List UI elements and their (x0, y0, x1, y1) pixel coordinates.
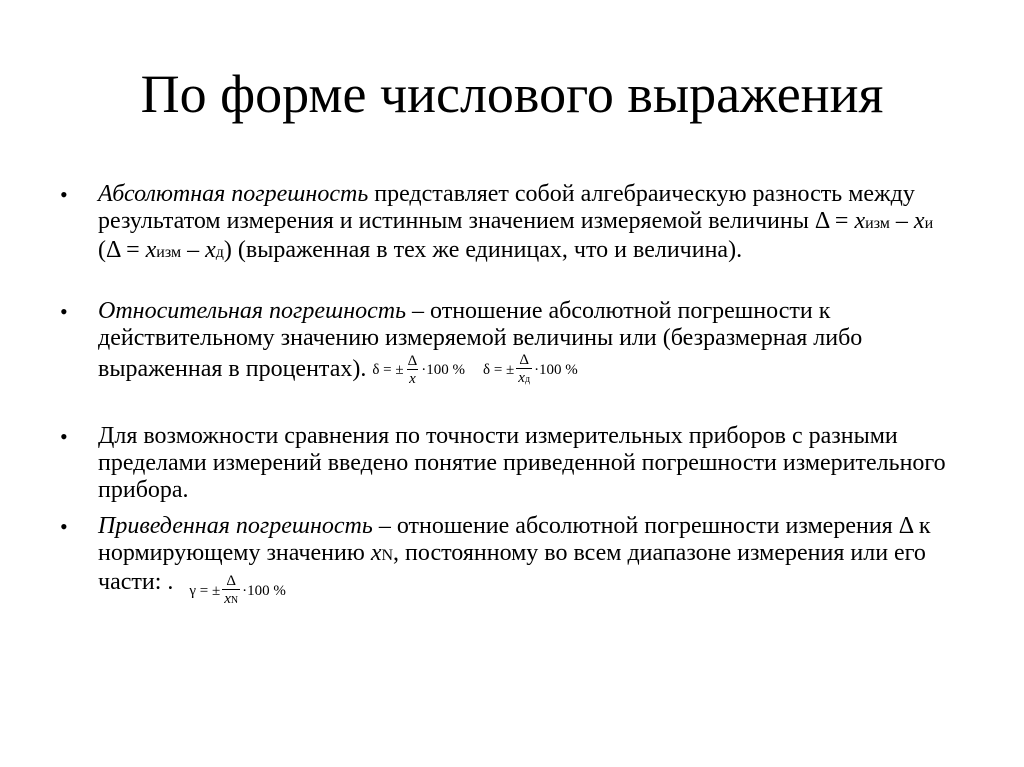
var-x: x (854, 208, 866, 234)
bullet-reduced-intro (60, 423, 960, 504)
formula-relative-actual (372, 353, 465, 388)
bullet-reduced-error (60, 513, 960, 610)
var-x: x (370, 540, 382, 566)
text-part: (Δ = (98, 237, 146, 263)
text-part: ) (выраженная в тех же единицах, что и величина). (223, 237, 743, 263)
subscript-izm: изм (156, 244, 182, 261)
minus-sign: – (181, 237, 206, 263)
bullet-text (98, 181, 960, 266)
denominator (516, 368, 532, 389)
fraction (516, 352, 532, 389)
bullet-text (98, 513, 960, 610)
numerator: Δ (519, 352, 529, 368)
denominator (222, 589, 240, 610)
formula-rhs: ·100 % (242, 583, 286, 599)
formula-relative-true (483, 352, 578, 389)
denominator: x (409, 371, 416, 387)
term-reduced-error: Приведенная погрешность (98, 513, 373, 539)
denominator-var: x (518, 370, 525, 386)
text-part: – отношение абсолютной погрешности к действительному значению измеряемой величины или (безразмерная либо выраженная в процентах). (98, 298, 863, 383)
text-part: , постоянному во всем диапазоне измерения или его части: . (98, 540, 926, 595)
var-x: x (145, 237, 157, 263)
denominator-subscript: д (524, 374, 531, 385)
text-part: представляет собой алгебраическую разность между результатом измерения и истинным значением измеряемой величины Δ = (98, 181, 915, 234)
bullet-relative-error (60, 298, 960, 389)
formula-lhs: γ = ± (189, 583, 221, 599)
denominator-var: x (224, 591, 231, 607)
bullet-marker: • (60, 182, 68, 207)
numerator: Δ (407, 353, 418, 369)
var-x: x (205, 237, 216, 263)
subscript-i: и (924, 215, 934, 232)
subscript-n: N (381, 547, 394, 564)
numerator: Δ (226, 573, 236, 589)
subscript-izm: изм (865, 215, 890, 232)
bullet-absolute-error (60, 181, 960, 266)
formula-rhs: ·100 % (421, 362, 466, 378)
fraction (406, 353, 420, 388)
formula-lhs: δ = ± (372, 362, 404, 378)
bullet-text (98, 298, 960, 389)
bullet-text: Для возможности сравнения по точности измерительных приборов с разными пределами измерений введено понятие приведенной погрешности измерительного прибора. (98, 423, 946, 503)
var-x: x (913, 208, 925, 234)
subscript-d: д (215, 244, 224, 261)
formula-reduced (189, 573, 285, 610)
bullet-marker: • (60, 424, 68, 449)
bullet-marker: • (60, 299, 68, 324)
formula-rhs: ·100 % (534, 362, 578, 378)
minus-sign: – (889, 208, 914, 234)
bullet-marker: • (60, 514, 68, 539)
text-part: – отношение абсолютной погрешности измерения Δ к нормирующему значению (98, 513, 931, 566)
slide-title: По форме числового выражения (140, 64, 884, 124)
term-relative-error: Относительная погрешность (98, 298, 407, 324)
fraction (222, 573, 240, 610)
term-absolute-error: Абсолютная погрешность (98, 181, 369, 207)
denominator-subscript: N (230, 595, 239, 606)
formula-lhs: δ = ± (483, 362, 515, 378)
